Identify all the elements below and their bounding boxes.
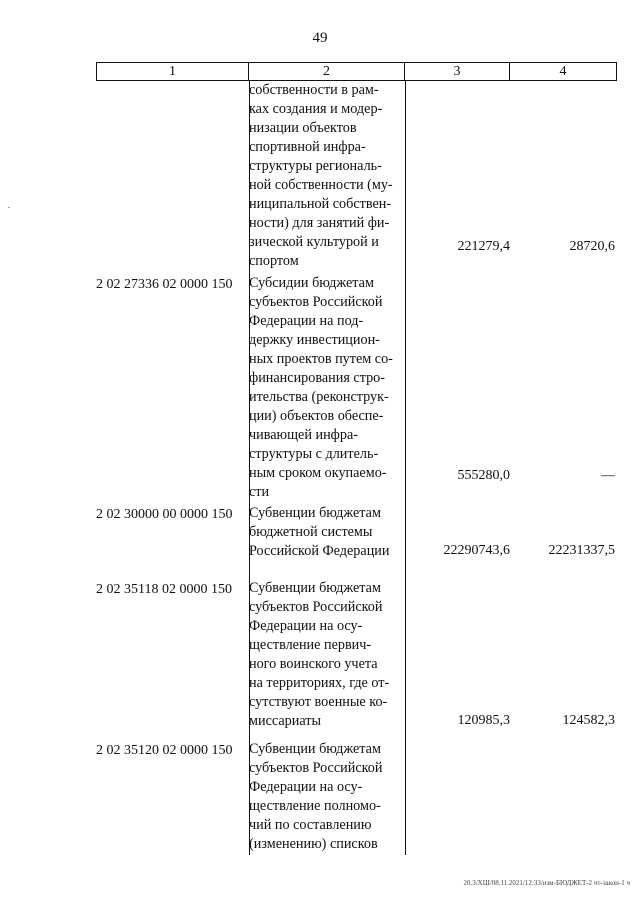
desc-line: субъектов Российской bbox=[249, 599, 383, 615]
row-value-col4: 28720,6 bbox=[569, 239, 615, 254]
header-col-1: 1 bbox=[96, 62, 249, 81]
desc-line: субъектов Российской bbox=[249, 294, 383, 310]
row-description bbox=[249, 81, 405, 271]
desc-line: Федерации на осу- bbox=[249, 779, 363, 795]
desc-line: ществление полномо- bbox=[249, 798, 381, 814]
row-code: 2 02 27336 02 0000 150 bbox=[96, 277, 233, 292]
row-description bbox=[249, 504, 405, 561]
row-value-col3: 555280,0 bbox=[457, 468, 510, 483]
scan-speck bbox=[8, 207, 10, 208]
desc-line: Субвенции бюджетам bbox=[249, 505, 381, 521]
header-col-3: 3 bbox=[405, 62, 510, 81]
desc-line: ществление первич- bbox=[249, 637, 372, 653]
desc-line: сти bbox=[249, 484, 270, 500]
desc-line: Федерации на осу- bbox=[249, 618, 363, 634]
document-footer: 20.3/ХШ/08.11.2021/12:33/изм-БЮДЖЕТ-2 чт-закон-1 ч bbox=[463, 879, 630, 887]
row-value-col4: 124582,3 bbox=[562, 713, 615, 728]
row-value-col4: 22231337,5 bbox=[548, 543, 615, 558]
row-description bbox=[249, 274, 405, 502]
desc-line: ным сроком окупаемо- bbox=[249, 465, 387, 481]
row-code: 2 02 35118 02 0000 150 bbox=[96, 582, 232, 597]
desc-line: миссариаты bbox=[249, 713, 321, 729]
desc-line: ниципальной собствен- bbox=[249, 196, 392, 212]
row-value-col3: 120985,3 bbox=[457, 713, 510, 728]
desc-line: (изменению) списков bbox=[249, 836, 378, 852]
desc-line: бюджетной системы bbox=[249, 524, 373, 540]
desc-line: Субвенции бюджетам bbox=[249, 580, 381, 596]
desc-line: ительства (реконструк- bbox=[249, 389, 389, 405]
desc-line: зической культурой и bbox=[249, 234, 379, 250]
desc-line: спортивной инфра- bbox=[249, 139, 366, 155]
row-description bbox=[249, 579, 405, 731]
row-value-col3: 221279,4 bbox=[457, 239, 510, 254]
desc-line: собственности в рам- bbox=[249, 82, 379, 98]
row-code: 2 02 30000 00 0000 150 bbox=[96, 507, 233, 522]
desc-line: ности) для занятий фи- bbox=[249, 215, 390, 231]
desc-line: Российской Федерации bbox=[249, 543, 390, 559]
row-code: 2 02 35120 02 0000 150 bbox=[96, 743, 233, 758]
desc-line: ной собственности (му- bbox=[249, 177, 393, 193]
desc-line: финансирования стро- bbox=[249, 370, 385, 386]
desc-line: структуры региональ- bbox=[249, 158, 382, 174]
desc-line: ного воинского учета bbox=[249, 656, 378, 672]
desc-line: на территориях, где от- bbox=[249, 675, 390, 691]
desc-line: чий по составлению bbox=[249, 817, 372, 833]
desc-line: низации объектов bbox=[249, 120, 357, 136]
desc-line: Федерации на под- bbox=[249, 313, 364, 329]
desc-line: сутствуют военные ко- bbox=[249, 694, 388, 710]
desc-line: Субвенции бюджетам bbox=[249, 741, 381, 757]
header-col-2: 2 bbox=[249, 62, 405, 81]
desc-line: субъектов Российской bbox=[249, 760, 383, 776]
desc-line: держку инвестицион- bbox=[249, 332, 380, 348]
page-number: 49 bbox=[312, 30, 328, 46]
desc-line: ках создания и модер- bbox=[249, 101, 383, 117]
row-description bbox=[249, 740, 405, 854]
desc-line: ции) объектов обеспе- bbox=[249, 408, 384, 424]
desc-line: ных проектов путем со- bbox=[249, 351, 393, 367]
row-value-col4: — bbox=[601, 468, 615, 483]
row-value-col3: 22290743,6 bbox=[443, 543, 510, 558]
desc-line: чивающей инфра- bbox=[249, 427, 358, 443]
desc-line: структуры с длитель- bbox=[249, 446, 379, 462]
desc-line: спортом bbox=[249, 253, 299, 269]
header-col-4: 4 bbox=[510, 62, 617, 81]
desc-line: Субсидии бюджетам bbox=[249, 275, 374, 291]
